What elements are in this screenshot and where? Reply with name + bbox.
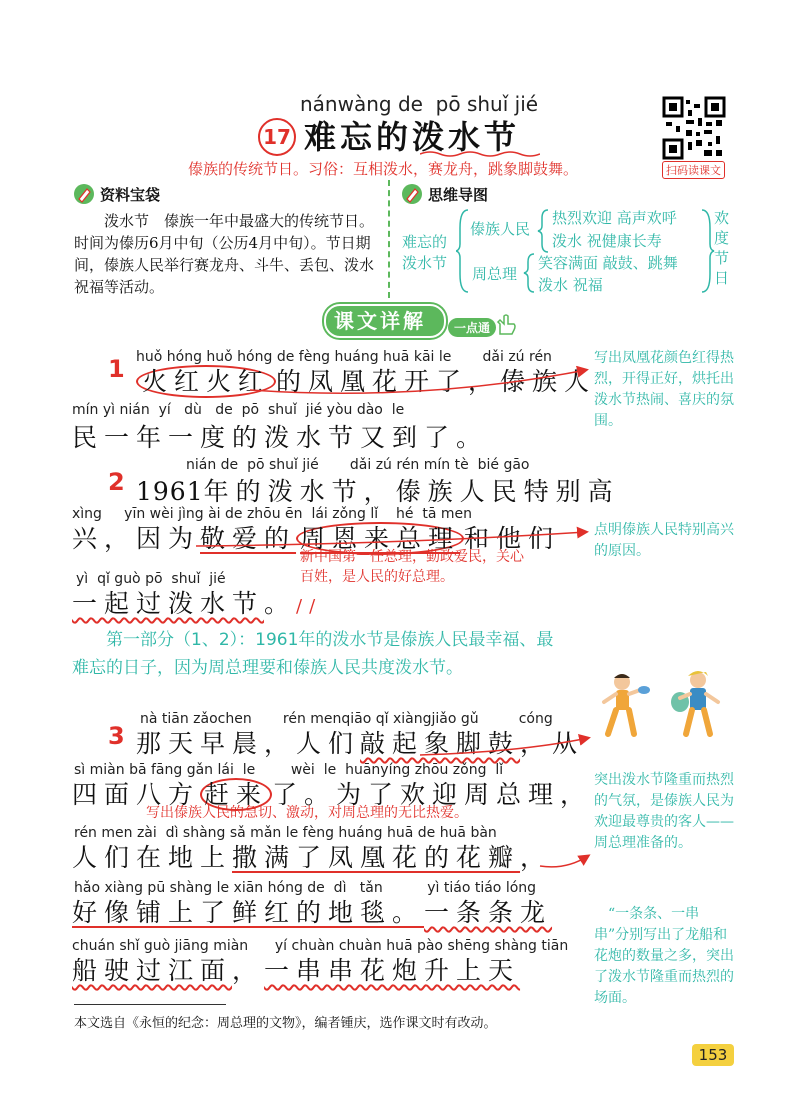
p3-line5-c: 一串串花炮升上天 — [264, 956, 521, 985]
p3-line3-pinyin: rén men zài dì shàng sǎ mǎn le fèng huáng huā de huā bàn — [74, 825, 497, 841]
section-divider — [388, 180, 390, 298]
qr-label[interactable]: 扫码读课文 — [662, 161, 725, 179]
mindmap-premier-a: 笑容满面 敲鼓、跳舞 — [538, 254, 678, 272]
p3-line3-a: 人们在地上 — [72, 843, 233, 872]
dancers-illustration — [596, 668, 736, 742]
p2-line2-b: 敬爱的 — [200, 524, 297, 553]
p3-line5 — [72, 951, 520, 987]
p3-line1-c: ，从 — [520, 729, 585, 758]
p3-line2-c: 了。为了欢迎周总理， — [272, 780, 593, 809]
p3-line1-a: 那天早晨，人们 — [136, 729, 361, 758]
p3-line5-a: 船驶过江面 — [72, 956, 233, 985]
p3-line4-b: 一条条龙 — [424, 898, 553, 927]
section-banner-tag: 一点通 — [448, 318, 496, 337]
p3-line4-pinyin: hǎo xiàng pū shàng le xiān hóng de dì tǎn yì tiáo tiáo lóng — [74, 880, 537, 896]
side-note-4: “一条条、一串串”分别写出了龙船和花炮的数量之多，突出了泼水节隆重而热烈的场面。 — [594, 906, 734, 1006]
p2-line2-a: 兴，因为 — [72, 524, 201, 553]
footnote-rule — [74, 1004, 226, 1005]
p3-highlight: 赶来 — [200, 778, 272, 811]
p1-line1-pinyin: huǒ hóng huǒ hóng de fèng huáng huā kāi le dǎi zú rén — [136, 349, 552, 365]
section-summary: 第一部分（1、2）：1961年的泼水节是傣族人民最幸福、最难忘的日子，因为周总理要和傣族人民共度泼水节。 — [72, 630, 554, 678]
p2-line3-end: 。 — [264, 589, 297, 618]
mindmap-root: 难忘的泼水节 — [402, 233, 448, 272]
p3-number: 3 — [108, 722, 125, 750]
mindmap-premier-b: 泼水 祝福 — [538, 276, 603, 294]
p3-line5-b: ， — [232, 956, 265, 985]
p3-line1 — [136, 724, 584, 760]
p3-line5-pinyin: chuán shǐ guò jiāng miàn yí chuàn chuàn huā pào shēng shàng tiān — [72, 938, 569, 954]
p1-number: 1 — [108, 355, 125, 383]
p2-line2-pinyin: xìng yīn wèi jìng ài de zhōu ēn lái zǒng lǐ hé tā men — [72, 506, 472, 522]
info-heading — [72, 183, 160, 205]
page-number: 153 — [692, 1044, 734, 1066]
title-underline — [420, 150, 540, 158]
p2-line3 — [72, 584, 322, 620]
p2-line3-text: 一起过泼水节 — [72, 589, 265, 618]
pencil-icon — [400, 183, 424, 205]
p2-line3-pinyin: yì qǐ guò pō shuǐ jié — [76, 571, 226, 587]
mindmap-heading — [400, 183, 488, 205]
p3-line3-b: 撒满了凤凰花的花瓣 — [232, 843, 521, 872]
p2-number: 2 — [108, 468, 125, 496]
side-note-1: 写出凤凰花颜色红得热烈，开得正好，烘托出泼水节热闹、喜庆的氛围。 — [594, 350, 734, 429]
p1-line2: 民一年一度的泼水节又到了。 — [72, 423, 489, 452]
p1-line1-rest: 的凤凰花开了，傣族人 — [276, 367, 597, 396]
p1-line1 — [136, 362, 596, 398]
mindmap-heading-text: 思维导图 — [428, 185, 489, 204]
mindmap-people-b: 泼水 祝健康长寿 — [552, 232, 662, 250]
section-banner-label: 课文详解 — [334, 309, 426, 333]
footnote: 本文选自《永恒的纪念：周总理的文物》，编者锺庆，选作课文时有改动。 — [74, 1016, 497, 1031]
side-note-3: 突出泼水节隆重而热烈的气氛，是傣族人民为欢迎最尊贵的客人——周总理准备的。 — [594, 772, 734, 851]
page-title: 难忘的泼水节 — [304, 118, 521, 156]
mindmap-branch-premier: 周总理 — [472, 265, 518, 283]
side-note-2: 点明傣族人民特别高兴的原因。 — [594, 522, 734, 559]
p2-year: 1961 — [136, 477, 204, 506]
p2-line1-rest: 年的泼水节，傣族人民特别高 — [203, 477, 620, 506]
title-pinyin: nánwàng de pō shuǐ jié — [300, 92, 539, 116]
p2-note: 新中国第一任总理，勤政爱民，关心百姓，是人民的好总理。 — [300, 549, 524, 585]
p3-note: 写出傣族人民的急切、激动，对周总理的无比热爱。 — [146, 805, 468, 821]
p1-highlight: 火红火红 — [136, 365, 276, 398]
mindmap-result: 欢度节日 — [714, 209, 730, 287]
p2-line1-pinyin: nián de pō shuǐ jié dǎi zú rén mín tè bié gāo — [186, 457, 530, 473]
lesson-number-badge: 17 — [258, 118, 296, 156]
p3-line3-c: ， — [520, 843, 553, 872]
p3-line3 — [72, 838, 552, 874]
pointer-hand-icon — [494, 312, 518, 336]
pencil-icon — [72, 183, 96, 205]
p2-premier-name: 周恩来总理 — [296, 522, 464, 555]
p3-line2-a: 四面八方 — [72, 780, 201, 809]
p3-line4 — [72, 893, 552, 929]
p3-line4-a: 好像铺上了鲜红的地毯。 — [72, 898, 425, 927]
p3-line1-pinyin: nà tiān zǎochen rén menqiāo qǐ xiàngjiǎo gǔ cóng — [140, 711, 553, 727]
qr-code-icon[interactable] — [662, 96, 726, 160]
p1-line2-pinyin: mín yì nián yí dù de pō shuǐ jié yòu dào le — [72, 402, 405, 418]
p3-line1-b: 敲起象脚鼓 — [360, 729, 521, 758]
p3-line2-pinyin: sì miàn bā fāng gǎn lái le wèi le huānyíng zhōu zǒng lǐ — [74, 762, 504, 778]
mindmap-people-a: 热烈欢迎 高声欢呼 — [552, 209, 677, 227]
title-subtitle: 傣族的传统节日。习俗：互相泼水，赛龙舟，跳象脚鼓舞。 — [188, 160, 579, 178]
mindmap-branch-people: 傣族人民 — [470, 220, 531, 238]
info-text: 泼水节 傣族一年中最盛大的传统节日。时间为傣历6月中旬（公历4月中旬）。节日期间，傣族人民举行赛龙舟、斗牛、丢包、泼水祝福等活动。 — [74, 212, 375, 296]
info-heading-text: 资料宝袋 — [100, 185, 161, 204]
p2-line1 — [136, 472, 620, 508]
p2-line2-d: 和他们 — [464, 524, 561, 553]
section-break-mark: // — [296, 596, 323, 617]
